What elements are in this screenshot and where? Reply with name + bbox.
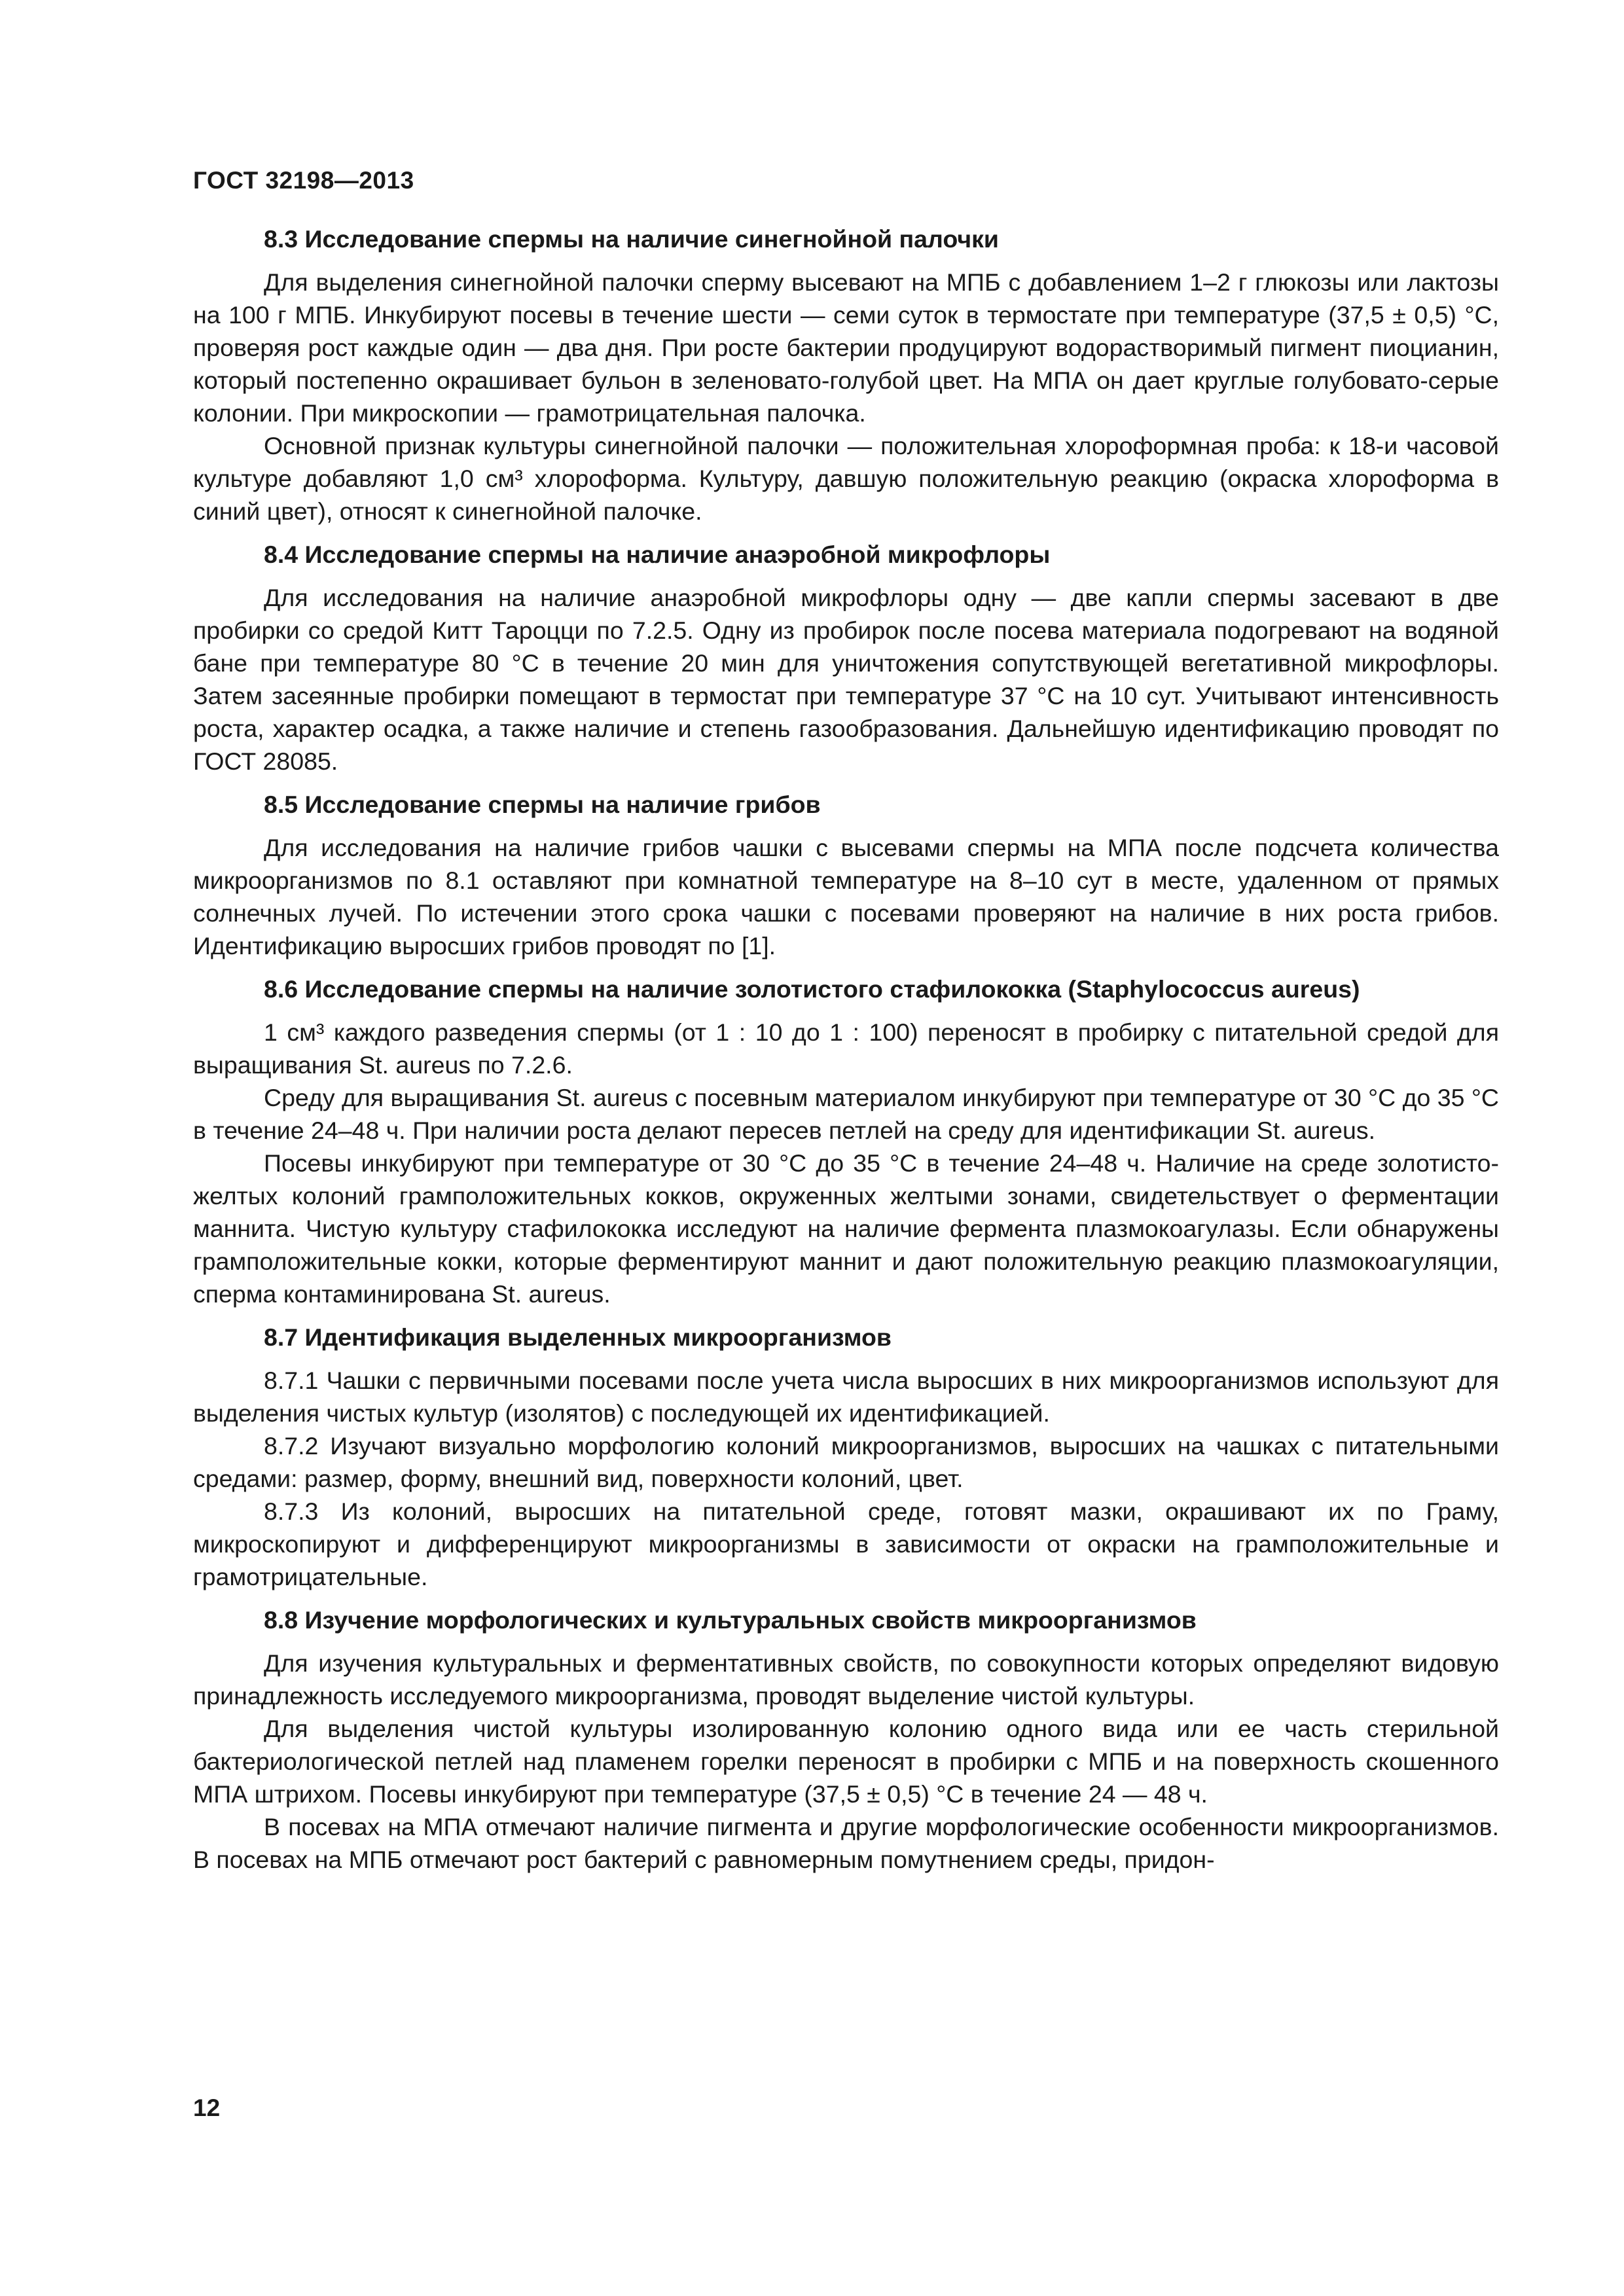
paragraph: Для изучения культуральных и ферментативных свойств, по совокупности которых определяют видовую принадлежность исследуемого микроорганизма, проводят выделение чистой культуры. — [193, 1649, 1499, 1710]
paragraph: 1 см³ каждого разведения спермы (от 1 : 10 до 1 : 100) переносят в пробирку с питательной средой для выращивания St. aureus по 7.2.6. — [193, 1018, 1499, 1079]
document-body — [193, 223, 1499, 1886]
section-heading: 8.7 Идентификация выделенных микроорганизмов — [264, 1323, 892, 1351]
paragraph: 8.7.3 Из колоний, выросших на питательной среде, готовят мазки, окрашивают их по Граму, микроскопируют и дифференцируют микроорганизмы в зависимости от окраски на грамположительные и грамотрицательные. — [193, 1498, 1499, 1590]
section-8-4 — [193, 538, 1499, 778]
paragraph: Посевы инкубируют при температуре от 30 °С до 35 °С в течение 24–48 ч. Наличие на среде золотисто-желтых колоний грамположительных кокков, окруженных желтыми зонами, свидетельствует о ферментации маннита. Чистую культуру стафилококка исследуют на наличие фермента плазмокоагулазы. Если обнаружены грамположительные кокки, которые ферментируют маннит и дают положительную реакцию плазмокоагуляции, сперма контаминирована St. aureus. — [193, 1149, 1499, 1308]
paragraph: Для исследования на наличие грибов чашки с высевами спермы на МПА после подсчета количества микроорганизмов по 8.1 оставляют при комнатной температуре на 8–10 сут в месте, удаленном от прямых солнечных лучей. По истечении этого срока чашки с посевами проверяют на наличие в них роста грибов. Идентификацию выросших грибов проводят по [1]. — [193, 834, 1499, 960]
paragraph: Среду для выращивания St. aureus с посевным материалом инкубируют при температуре от 30 °С до 35 °С в течение 24–48 ч. При наличии роста делают пересев петлей на среду для идентификации St. aureus. — [193, 1084, 1499, 1144]
section-8-6 — [193, 973, 1499, 1310]
section-8-3 — [193, 223, 1499, 528]
page-number: 12 — [193, 2094, 221, 2121]
document-number: ГОСТ 32198—2013 — [193, 167, 414, 194]
paragraph: 8.7.2 Изучают визуально морфологию колоний микроорганизмов, выросших на чашках с питательными средами: размер, форму, внешний вид, поверхности колоний, цвет. — [193, 1432, 1499, 1492]
paragraph: 8.7.1 Чашки с первичными посевами после учета числа выросших в них микроорганизмов используют для выделения чистых культур (изолятов) с последующей их идентификацией. — [193, 1367, 1499, 1427]
section-8-5 — [193, 788, 1499, 962]
section-heading: 8.5 Исследование спермы на наличие грибов — [264, 791, 821, 818]
paragraph: В посевах на МПА отмечают наличие пигмента и другие морфологические особенности микроорганизмов. В посевах на МПБ отмечают рост бактерий с равномерным помутнением среды, придон- — [193, 1813, 1499, 1873]
paragraph: Основной признак культуры синегнойной палочки — положительная хлороформная проба: к 18-и часовой культуре добавляют 1,0 см³ хлороформа. Культуру, давшую положительную реакцию (окраска хлороформа в синий цвет), относят к синегнойной палочке. — [193, 432, 1499, 525]
section-heading: 8.4 Исследование спермы на наличие анаэробной микрофлоры — [264, 541, 1051, 568]
section-heading: 8.6 Исследование спермы на наличие золотистого стафилококка (Staphylococcus aureus) — [264, 975, 1360, 1003]
section-heading: 8.8 Изучение морфологических и культуральных свойств микроорганизмов — [264, 1606, 1197, 1634]
section-8-8 — [193, 1604, 1499, 1876]
paragraph: Для выделения чистой культуры изолированную колонию одного вида или ее часть стерильной бактериологической петлей над пламенем горелки переносят в пробирки с МПБ и на поверхность скошенного МПА штрихом. Посевы инкубируют при температуре (37,5 ± 0,5) °С в течение 24 — 48 ч. — [193, 1715, 1499, 1808]
section-heading: 8.3 Исследование спермы на наличие синегнойной палочки — [264, 225, 999, 253]
paragraph: Для исследования на наличие анаэробной микрофлоры одну — две капли спермы засевают в две пробирки со средой Китт Тароцци по 7.2.5. Одну из пробирок после посева материала подогревают на водяной бане при температуре 80 °С в течение 20 мин для уничтожения сопутствующей вегетативной микрофлоры. Затем засеянные пробирки помещают в термостат при температуре 37 °С на 10 сут. Учитывают интенсивность роста, характер осадка, а также наличие и степень газообразования. Дальнейшую идентификацию проводят по ГОСТ 28085. — [193, 584, 1499, 775]
paragraph: Для выделения синегнойной палочки сперму высевают на МПБ с добавлением 1–2 г глюкозы или лактозы на 100 г МПБ. Инкубируют посевы в течение шести — семи суток в термостате при температуре (37,5 ± 0,5) °С, проверяя рост каждые один — два дня. При росте бактерии продуцируют водорастворимый пигмент пиоцианин, который постепенно окрашивает бульон в зеленовато-голубой цвет. На МПА он дает круглые голубовато-серые колонии. При микроскопии — грамотрицательная палочка. — [193, 268, 1499, 427]
section-8-7 — [193, 1321, 1499, 1593]
